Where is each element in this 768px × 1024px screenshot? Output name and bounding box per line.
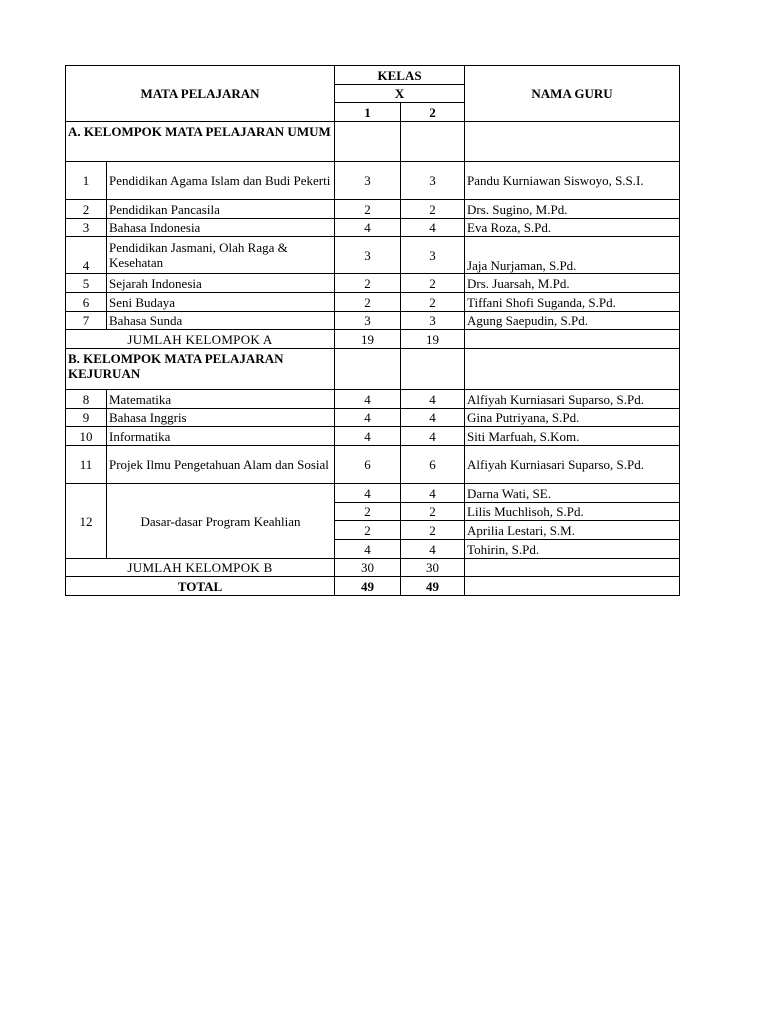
class-1-hours: 4 — [335, 540, 401, 559]
header-kelas: KELAS — [335, 66, 465, 85]
row-number: 9 — [66, 409, 107, 427]
header-kelas-x: X — [335, 85, 465, 103]
class-2-hours: 2 — [401, 293, 465, 312]
group-a-subtotal-class-2: 19 — [401, 330, 465, 349]
teacher-name: Agung Saepudin, S.Pd. — [465, 312, 680, 330]
class-1-hours: 4 — [335, 219, 401, 237]
row-number: 5 — [66, 274, 107, 293]
class-1-hours: 2 — [335, 521, 401, 540]
subject-name: Matematika — [107, 390, 335, 409]
subject-name: Seni Budaya — [107, 293, 335, 312]
class-2-hours: 4 — [401, 390, 465, 409]
row-number: 4 — [66, 237, 107, 274]
group-a-subtotal-class-1: 19 — [335, 330, 401, 349]
subject-name: Pendidikan Agama Islam dan Budi Pekerti — [107, 162, 335, 200]
row-number: 7 — [66, 312, 107, 330]
total-class-2: 49 — [401, 577, 465, 596]
subject-teacher-table — [65, 65, 680, 596]
subject-name: Informatika — [107, 427, 335, 446]
subject-name: Dasar-dasar Program Keahlian — [107, 484, 335, 559]
header-class-2: 2 — [401, 103, 465, 122]
subject-name: Bahasa Sunda — [107, 312, 335, 330]
group-b-subtotal-label: JUMLAH KELOMPOK B — [66, 559, 335, 577]
header-nama-guru: NAMA GURU — [465, 66, 680, 122]
class-2-hours: 3 — [401, 237, 465, 274]
teacher-name: Alfiyah Kurniasari Suparso, S.Pd. — [465, 390, 680, 409]
subject-name: Projek Ilmu Pengetahuan Alam dan Sosial — [107, 446, 335, 484]
header-mata-pelajaran: MATA PELAJARAN — [66, 66, 335, 122]
row-number: 8 — [66, 390, 107, 409]
total-class-1: 49 — [335, 577, 401, 596]
class-2-hours: 4 — [401, 409, 465, 427]
group-a-title: A. KELOMPOK MATA PELAJARAN UMUM — [66, 122, 335, 162]
class-2-hours: 2 — [401, 200, 465, 219]
class-2-hours: 4 — [401, 427, 465, 446]
row-number: 2 — [66, 200, 107, 219]
teacher-name: Darna Wati, SE. — [465, 484, 680, 503]
class-2-hours: 2 — [401, 521, 465, 540]
row-number: 12 — [66, 484, 107, 559]
teacher-name: Tiffani Shofi Suganda, S.Pd. — [465, 293, 680, 312]
class-2-hours: 4 — [401, 219, 465, 237]
subject-name: Pendidikan Jasmani, Olah Raga & Kesehatan — [107, 237, 335, 274]
row-number: 10 — [66, 427, 107, 446]
teacher-name: Tohirin, S.Pd. — [465, 540, 680, 559]
subject-name: Pendidikan Pancasila — [107, 200, 335, 219]
row-number: 3 — [66, 219, 107, 237]
class-1-hours: 6 — [335, 446, 401, 484]
subject-name: Bahasa Inggris — [107, 409, 335, 427]
class-1-hours: 2 — [335, 200, 401, 219]
class-2-hours: 4 — [401, 540, 465, 559]
class-2-hours: 4 — [401, 484, 465, 503]
class-1-hours: 4 — [335, 427, 401, 446]
class-2-hours: 3 — [401, 312, 465, 330]
class-1-hours: 2 — [335, 274, 401, 293]
class-1-hours: 3 — [335, 162, 401, 200]
teacher-name: Jaja Nurjaman, S.Pd. — [465, 237, 680, 274]
row-number: 6 — [66, 293, 107, 312]
class-2-hours: 2 — [401, 503, 465, 521]
class-1-hours: 2 — [335, 293, 401, 312]
total-label: TOTAL — [66, 577, 335, 596]
teacher-name: Eva Roza, S.Pd. — [465, 219, 680, 237]
row-number: 11 — [66, 446, 107, 484]
teacher-name: Drs. Juarsah, M.Pd. — [465, 274, 680, 293]
class-1-hours: 3 — [335, 312, 401, 330]
teacher-name: Gina Putriyana, S.Pd. — [465, 409, 680, 427]
class-2-hours: 2 — [401, 274, 465, 293]
teacher-name: Pandu Kurniawan Siswoyo, S.S.I. — [465, 162, 680, 200]
subject-name: Bahasa Indonesia — [107, 219, 335, 237]
group-b-subtotal-class-1: 30 — [335, 559, 401, 577]
teacher-name: Aprilia Lestari, S.M. — [465, 521, 680, 540]
teacher-name: Siti Marfuah, S.Kom. — [465, 427, 680, 446]
teacher-name: Alfiyah Kurniasari Suparso, S.Pd. — [465, 446, 680, 484]
class-1-hours: 3 — [335, 237, 401, 274]
class-1-hours: 4 — [335, 390, 401, 409]
class-1-hours: 4 — [335, 409, 401, 427]
subject-name: Sejarah Indonesia — [107, 274, 335, 293]
class-1-hours: 2 — [335, 503, 401, 521]
group-b-subtotal-class-2: 30 — [401, 559, 465, 577]
class-2-hours: 3 — [401, 162, 465, 200]
group-b-title: B. KELOMPOK MATA PELAJARAN KEJURUAN — [66, 349, 335, 390]
row-number: 1 — [66, 162, 107, 200]
header-class-1: 1 — [335, 103, 401, 122]
class-1-hours: 4 — [335, 484, 401, 503]
class-2-hours: 6 — [401, 446, 465, 484]
teacher-name: Lilis Muchlisoh, S.Pd. — [465, 503, 680, 521]
teacher-name: Drs. Sugino, M.Pd. — [465, 200, 680, 219]
group-a-subtotal-label: JUMLAH KELOMPOK A — [66, 330, 335, 349]
